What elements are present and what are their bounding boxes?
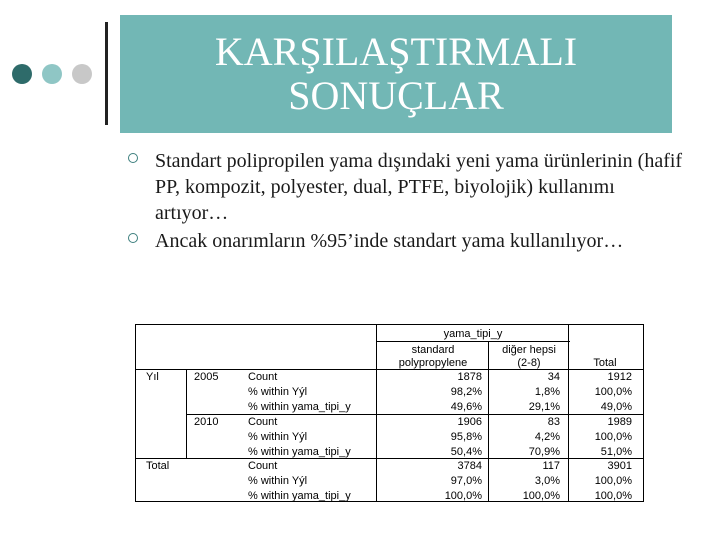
year-label: 2005 bbox=[194, 371, 219, 383]
slide-title bbox=[120, 15, 672, 133]
table-cell: 49,6% bbox=[450, 401, 482, 413]
table-cell: 100,0% bbox=[594, 386, 632, 398]
grid-line bbox=[376, 341, 570, 342]
bullet-list bbox=[128, 148, 688, 256]
bullet-circle-icon bbox=[128, 233, 138, 243]
bullet-text: Ancak onarımların %95’inde standart yama kullanılıyor… bbox=[155, 230, 624, 252]
table-cell: 51,0% bbox=[600, 446, 632, 458]
grid-line bbox=[186, 414, 643, 415]
grid-line bbox=[376, 325, 377, 501]
col-total-header: Total bbox=[593, 357, 617, 369]
bullet-circle-icon bbox=[128, 153, 138, 163]
table-cell: 1989 bbox=[607, 416, 632, 428]
stat-label: Count bbox=[248, 371, 278, 383]
grid-line bbox=[488, 341, 489, 501]
table-cell: 1878 bbox=[457, 371, 482, 383]
gray-dot bbox=[72, 64, 92, 84]
title-line-2: SONUÇLAR bbox=[288, 73, 504, 118]
table-cell: 4,2% bbox=[534, 431, 560, 443]
col-standard-header-2: polypropylene bbox=[398, 357, 468, 369]
year-label: 2010 bbox=[194, 416, 219, 428]
grid-line bbox=[186, 369, 187, 458]
table-cell: 49,0% bbox=[600, 401, 632, 413]
stat-label: % within yama_tipi_y bbox=[248, 401, 351, 413]
table-cell: 100,0% bbox=[594, 490, 632, 502]
table-cell: 3,0% bbox=[534, 475, 560, 487]
stat-label: % within Yýl bbox=[248, 475, 308, 487]
total-row-label: Total bbox=[146, 460, 170, 472]
table-cell: 100,0% bbox=[444, 490, 482, 502]
grid-line bbox=[568, 325, 569, 501]
table-cell: 29,1% bbox=[528, 401, 560, 413]
table-cell: 95,8% bbox=[450, 431, 482, 443]
grid-line bbox=[136, 369, 643, 370]
group-header: yama_tipi_y bbox=[443, 328, 503, 340]
table-cell: 1906 bbox=[457, 416, 482, 428]
stat-label: % within yama_tipi_y bbox=[248, 490, 351, 502]
col-standard-header-1: standard bbox=[411, 344, 455, 356]
row-variable-label: Yıl bbox=[146, 371, 159, 383]
table-cell: 1912 bbox=[607, 371, 632, 383]
light-dot bbox=[42, 64, 62, 84]
table-cell: 117 bbox=[542, 460, 560, 472]
table-cell: 1,8% bbox=[534, 386, 560, 398]
table-cell: 98,2% bbox=[450, 386, 482, 398]
stat-label: % within Yýl bbox=[248, 431, 308, 443]
grid-line bbox=[136, 458, 643, 459]
title-line-1: KARŞILAŞTIRMALI bbox=[214, 29, 578, 74]
stat-label: Count bbox=[248, 460, 278, 472]
bullet-item bbox=[128, 228, 688, 254]
table-cell: 3901 bbox=[607, 460, 632, 472]
bullet-item bbox=[128, 148, 688, 226]
table-cell: 70,9% bbox=[528, 446, 560, 458]
stat-label: Count bbox=[248, 416, 278, 428]
col-diger-header-2: (2-8) bbox=[517, 357, 541, 369]
table-cell: 100,0% bbox=[594, 431, 632, 443]
bullet-text: Standart polipropilen yama dışındaki yeni yama ürünlerinin (hafif PP, kompozit, polyester, dual, PTFE, biyolojik) kullanımı artıyor… bbox=[155, 150, 683, 224]
table-cell: 97,0% bbox=[450, 475, 482, 487]
col-diger-header-1: diğer hepsi bbox=[502, 344, 556, 356]
title-divider bbox=[105, 22, 108, 125]
table-cell: 83 bbox=[547, 416, 560, 428]
table-cell: 50,4% bbox=[450, 446, 482, 458]
stat-label: % within yama_tipi_y bbox=[248, 446, 351, 458]
dark-dot bbox=[12, 64, 32, 84]
table-cell: 100,0% bbox=[522, 490, 560, 502]
stat-label: % within Yýl bbox=[248, 386, 308, 398]
table-cell: 34 bbox=[547, 371, 560, 383]
table-cell: 3784 bbox=[457, 460, 482, 472]
crosstab-table bbox=[135, 324, 644, 502]
table-cell: 100,0% bbox=[594, 475, 632, 487]
